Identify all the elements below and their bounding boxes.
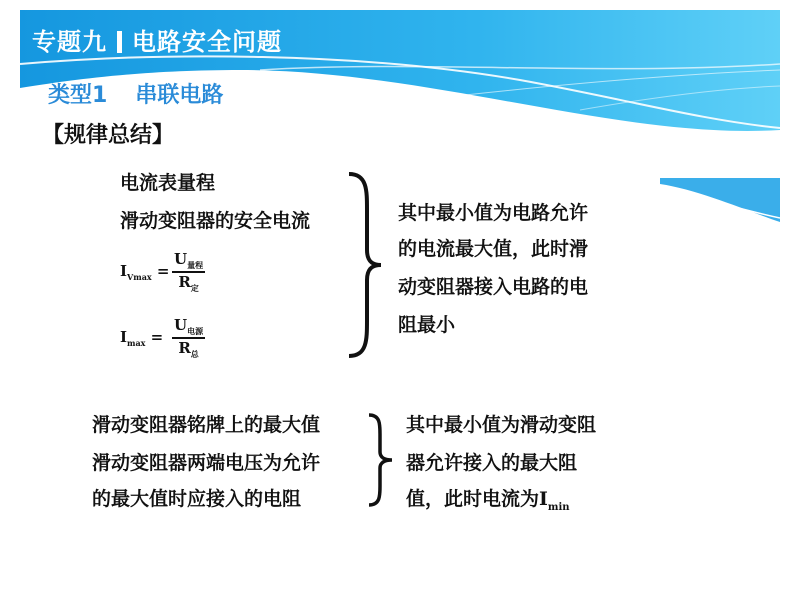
title-topic: 专题九: [32, 28, 107, 56]
formula2-num: U: [174, 316, 188, 334]
block2-right-line-3-sub: min: [547, 501, 570, 513]
right-brace-2: [366, 412, 396, 508]
type-name: 串联电路: [135, 83, 224, 108]
block1-right-line-3: 动变阻器接入电路的电: [398, 276, 589, 298]
block2-left-line-3: 的最大值时应接入的电阻: [92, 488, 302, 510]
block2-right-line-3: [406, 484, 570, 513]
formula1-num-sub: 量程: [187, 260, 204, 270]
block2-right-line-1: 其中最小值为滑动变阻: [406, 414, 597, 436]
formula1-num: U: [174, 250, 188, 268]
slide-title: [32, 22, 282, 57]
formula-current-max-ammeter: $I_{Vmax}$ = $U_{量程}$ $R_定$: [120, 250, 204, 293]
formula1-den-sub: 定: [190, 283, 199, 293]
formula1-den: R: [178, 273, 191, 291]
block2-right-line-3-text: 值，此时电流为I: [406, 488, 548, 510]
formula2-den: R: [178, 339, 191, 357]
right-brace-1: [345, 170, 385, 360]
formula1-lhs: I: [120, 262, 128, 280]
side-decoration: [660, 178, 780, 222]
formula2-num-sub: 电源: [187, 326, 204, 336]
title-name: 电路安全问题: [132, 28, 282, 56]
title-divider: [117, 31, 122, 53]
block1-left-line-1: 电流表量程: [120, 172, 216, 194]
formula-current-max-source: $I_{max}$ = $U_{电源}$ $R_总$: [120, 316, 204, 359]
block1-right-line-1: 其中最小值为电路允许: [398, 202, 589, 224]
formula1-lhs-sub: Vmax: [127, 272, 152, 282]
type-subtitle: [48, 78, 223, 109]
block2-left-line-2: 滑动变阻器两端电压为允许: [92, 452, 321, 474]
block1-right-line-2: 的电流最大值，此时滑: [398, 238, 589, 260]
formula2-lhs-sub: max: [127, 338, 146, 348]
block1-right-line-4: 阻最小: [398, 314, 456, 336]
section-title: 【规律总结】: [42, 123, 175, 148]
formula2-den-sub: 总: [190, 349, 199, 359]
block1-left-line-2: 滑动变阻器的安全电流: [120, 210, 311, 232]
formula2-lhs: I: [120, 328, 128, 346]
block2-right-line-2: 器允许接入的最大阻: [406, 452, 578, 474]
block2-left-line-1: 滑动变阻器铭牌上的最大值: [92, 414, 321, 436]
type-label: 类型1: [48, 83, 108, 108]
